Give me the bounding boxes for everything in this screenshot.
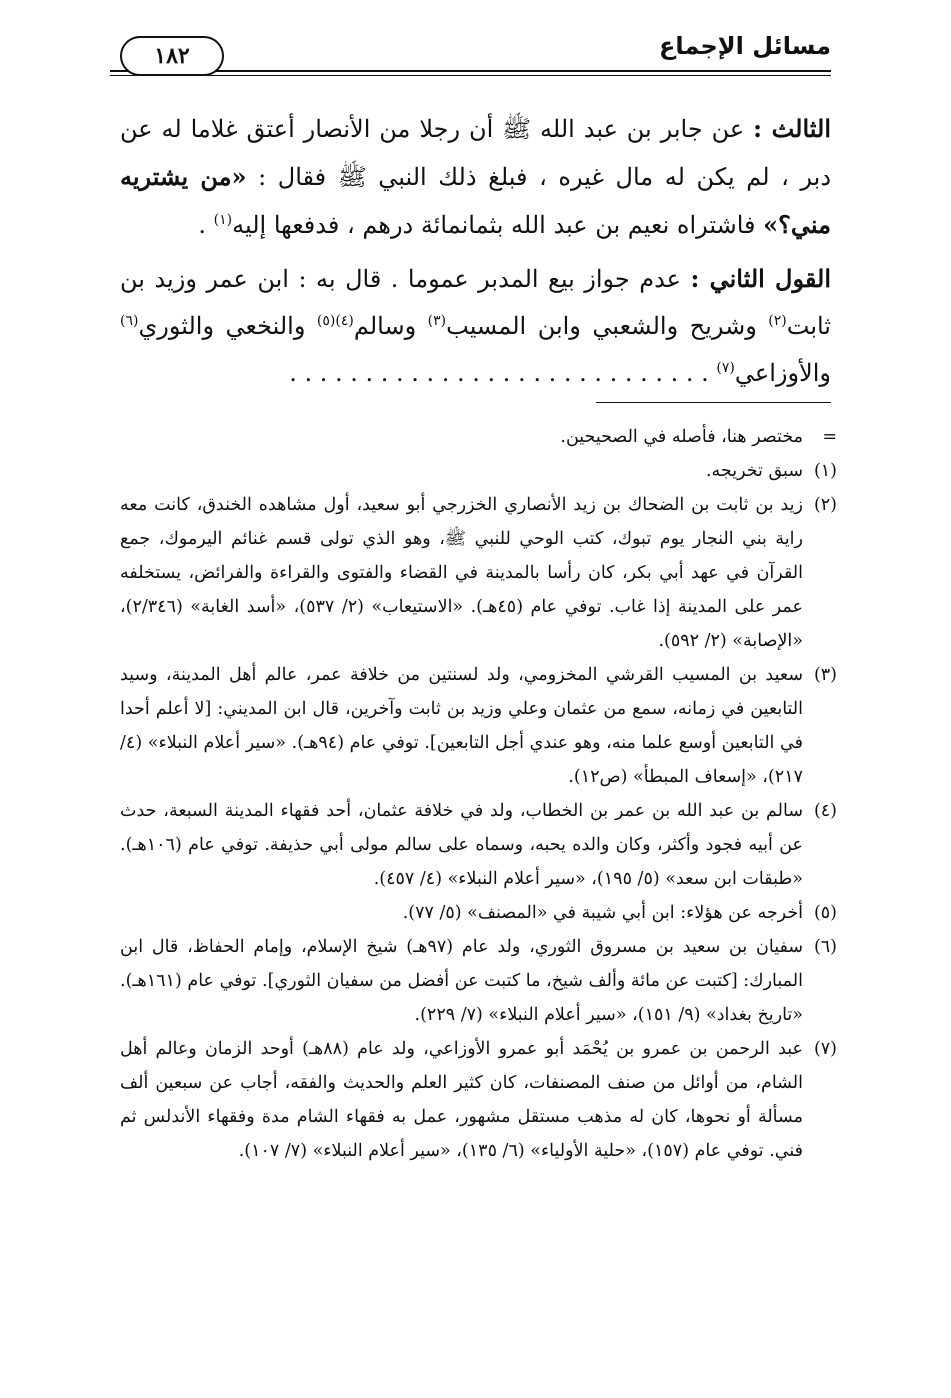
footnote-text: أخرجه عن هؤلاء: ابن أبي شيبة في «المصنف» (٥/ ٧٧). xyxy=(402,903,803,923)
header-rule-thin xyxy=(110,75,831,76)
footnote-continuation xyxy=(120,420,837,454)
footnote-number: (٧) xyxy=(813,1039,837,1059)
quoted-hadith: «من يشتريه مني؟» xyxy=(120,162,831,239)
footnote-number: (٣) xyxy=(813,665,837,685)
footnote-text: زيد بن ثابت بن الضحاك بن زيد الأنصاري الخزرجي أبو سعيد، أول مشاهده الخندق، كانت معه راية بني النجار يوم تبوك، كتب الوحي للنبي ﷺ، وهو الذي تولى قسم غنائم اليرموك، جمع القرآن في عهد أبي بكر، كان رأسا بالمدينة في القضاء والفتوى والقراءة والفرائض، يستخلفه عمر على المدينة إذا غاب. توفي عام (٤٥هـ). «الاستيعاب» (٢/ ٥٣٧)، «أسد الغابة» (٢/٣٤٦)، «الإصابة» (٢/ ٥٩٢). xyxy=(120,495,803,651)
paragraph-second-saying xyxy=(120,255,831,397)
paragraph-text: وسالم xyxy=(353,312,428,340)
main-text xyxy=(120,105,831,403)
footnote-item xyxy=(120,794,837,896)
footnote-ref[interactable]: (٢) xyxy=(768,313,787,329)
page-header xyxy=(110,30,831,76)
footnote-ref[interactable]: (٤) xyxy=(335,313,354,329)
paragraph-text: . xyxy=(198,211,214,239)
paragraph-text: والنخعي والثوري xyxy=(138,312,317,340)
footnote-text: سعيد بن المسيب القرشي المخزومي، ولد لسنتين من خلافة عمر، عالم أهل المدينة، وسيد التابعين في زمانه، سمع من عثمان وعلي وزيد بن ثابت وآخرين، قال ابن المديني: [لا أعلم أحدا في التابعين أوسع علما منه، وهو عندي أجل التابعين]. توفي عام (٩٤هـ). «سير أعلام النبلاء» (٤/ ٢١٧)، «إسعاف المبطأ» (ص١٢). xyxy=(120,665,803,787)
paragraph-text: والأوزاعي xyxy=(734,359,831,387)
paragraph-label: القول الثاني : xyxy=(690,264,831,293)
page-number: ١٨٢ xyxy=(120,36,224,76)
paragraph-label: الثالث : xyxy=(753,114,831,143)
footnote-item xyxy=(120,658,837,794)
footnote-text: عبد الرحمن بن عمرو بن يُحْمَد أبو عمرو الأوزاعي، ولد عام (٨٨هـ) أوحد الزمان وعالم أهل الشام، من أوائل من صنف المصنفات، كان كثير العلم والحديث والفقه، أجاب عن سبعين ألف مسألة أو نحوها، كان له مذهب مستقل مشهور، عمل به فقهاء الشام مدة وفقهاء الأندلس ثم فني. توفي عام (١٥٧)، «حلية الأولياء» (٦/ ١٣٥)، «سير أعلام النبلاء» (٧/ ١٠٧). xyxy=(120,1039,803,1161)
footnote-number: = xyxy=(822,427,837,447)
footnote-text: سالم بن عبد الله بن عمر بن الخطاب، ولد في خلافة عثمان، أحد فقهاء المدينة السبعة، حدث عن أبيه فجود وأكثر، وكان والده يحبه، وسماه على سالم مولى أبي حذيفة. توفي عام (١٠٦هـ). «طبقات ابن سعد» (٥/ ١٩٥)، «سير أعلام النبلاء» (٤/ ٤٥٧). xyxy=(120,801,803,889)
paragraph-text: فاشتراه نعيم بن عبد الله بثمانمائة درهم ، فدفعها إليه xyxy=(232,211,764,239)
paragraph-text: عدم جواز بيع المدبر عموما . قال به : ابن عمر وزيد بن ثابت xyxy=(120,265,831,340)
footnote-ref[interactable]: (١) xyxy=(213,212,233,228)
dot-leader: . . . . . . . . . . . . . . . . . . . . . . . . . . . . xyxy=(289,359,717,387)
paragraph-text: وشريح والشعبي وابن المسيب xyxy=(446,312,769,340)
footnote-ref[interactable]: (٦) xyxy=(120,313,139,329)
footnote-text: سبق تخريجه. xyxy=(705,461,803,481)
footnote-ref[interactable]: (٧) xyxy=(716,360,735,376)
header-rule xyxy=(110,70,831,72)
footnote-item xyxy=(120,896,837,930)
running-title: مسائل الإجماع xyxy=(659,32,831,60)
footnote-number: (٦) xyxy=(813,937,837,957)
footnote-ref[interactable]: (٣) xyxy=(427,313,447,329)
footnote-item xyxy=(120,454,837,488)
footnote-number: (١) xyxy=(813,461,837,481)
footnotes xyxy=(120,420,837,1168)
footnote-number: (٢) xyxy=(813,495,837,515)
footnote-separator xyxy=(596,402,831,403)
footnote-item xyxy=(120,488,837,658)
paragraph-text: عن جابر بن عبد الله ﷺ أن رجلا من الأنصار أعتق غلاما له عن دبر ، لم يكن له مال غيره ، فبلغ ذلك النبي ﷺ فقال : xyxy=(120,115,832,191)
footnote-text: مختصر هنا، فأصله في الصحيحين. xyxy=(560,427,803,447)
footnote-number: (٤) xyxy=(813,801,837,821)
footnote-item xyxy=(120,1032,837,1168)
footnote-ref[interactable]: (٥) xyxy=(316,313,336,329)
paragraph-third-opinion xyxy=(120,105,831,249)
footnote-number: (٥) xyxy=(813,903,837,923)
footnote-item xyxy=(120,930,837,1032)
footnote-text: سفيان بن سعيد بن مسروق الثوري، ولد عام (٩٧هـ) شيخ الإسلام، وإمام الحفاظ، قال ابن المبارك: [كتبت عن مائة وألف شيخ، ما كتبت عن أفضل من سفيان الثوري]. توفي عام (١٦١هـ). «تاريخ بغداد» (٩/ ١٥١)، «سير أعلام النبلاء» (٧/ ٢٢٩). xyxy=(120,937,804,1025)
